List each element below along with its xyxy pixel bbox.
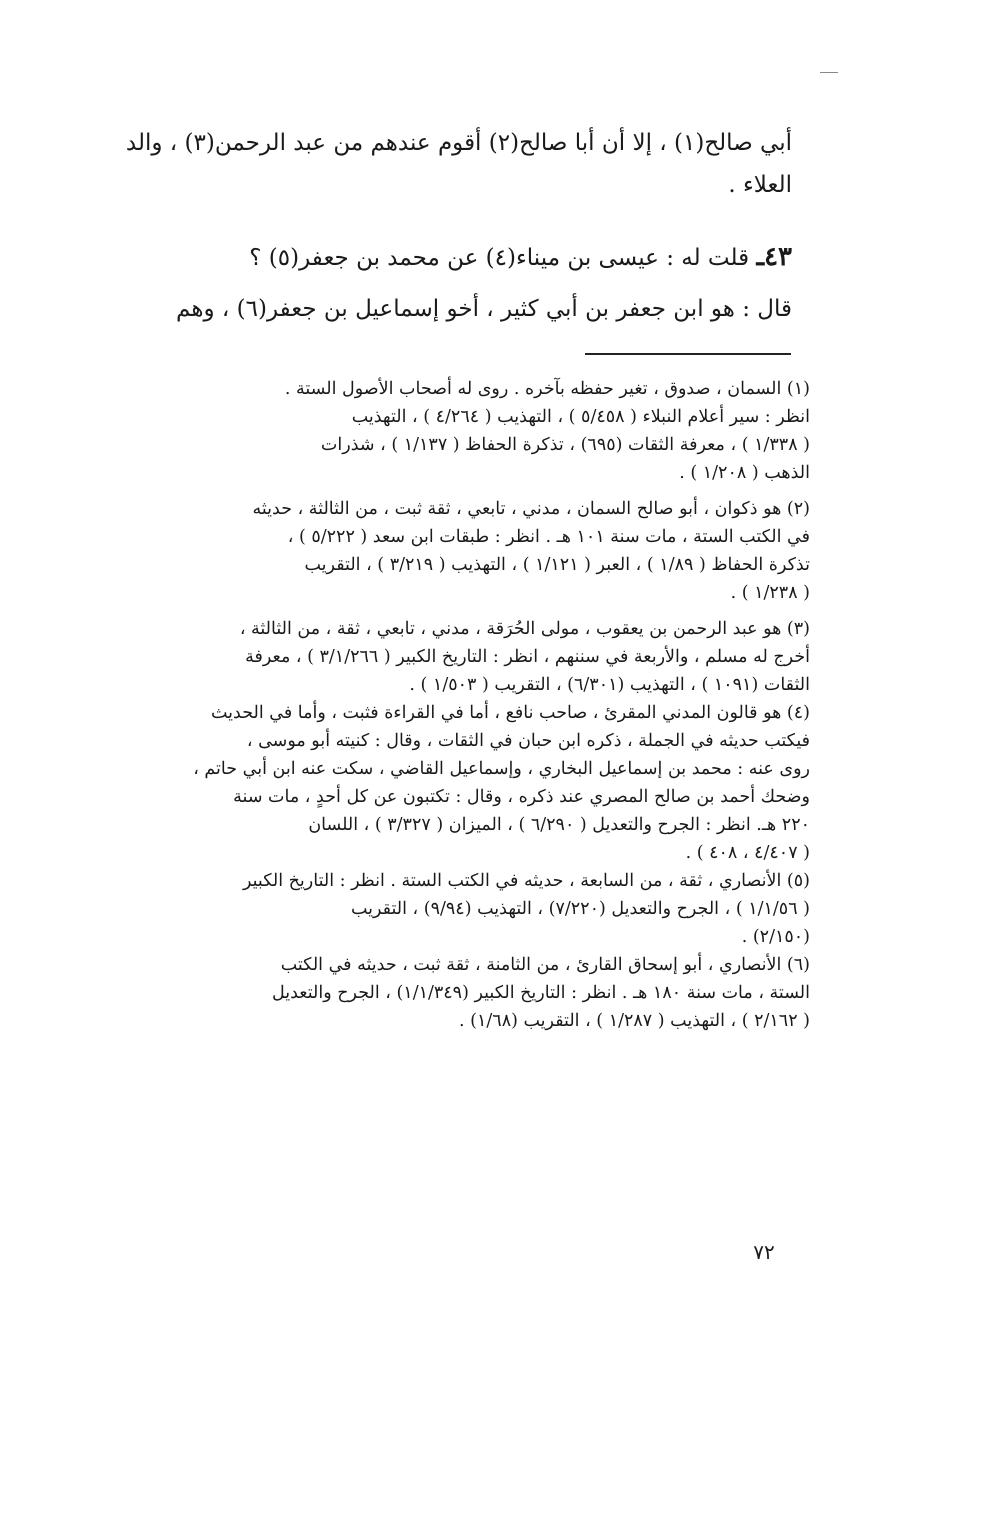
footnote-line: ( ١/١/٥٦ ) ، الجرح والتعديل (٧/٢٢٠) ، التهذيب (٩/٩٤) ، التقريب xyxy=(350,899,810,919)
footnote-line: (٣) هو عبد الرحمن بن يعقوب ، مولى الحُرَقة ، مدني ، تابعي ، ثقة ، من الثالثة ، xyxy=(239,619,810,639)
main-text xyxy=(120,122,792,330)
page-number: ٧٢ xyxy=(753,1240,775,1264)
footnote-line: ( ١/٢٣٨ ) . xyxy=(730,583,810,603)
footnote-line: (٥) الأنصاري ، ثقة ، من السابعة ، حديثه في الكتب الستة . انظر : التاريخ الكبير xyxy=(243,871,810,891)
footnote-line: (٤) هو قالون المدني المقرئ ، صاحب نافع ، أما في القراءة فثبت ، وأما في الحديث xyxy=(210,703,810,723)
footnote-2 xyxy=(120,495,810,607)
main-line: أبي صالح(١) ، إلا أن أبا صالح(٢) أقوم عندهم من عبد الرحمن(٣) ، والد xyxy=(125,130,792,156)
footnote-line: ( ٤/٤٠٧ ، ٤٠٨ ) . xyxy=(685,843,810,863)
footnote-4 xyxy=(120,699,810,867)
footnote-1 xyxy=(120,375,810,487)
footnote-line: (٢/١٥٠) . xyxy=(741,927,810,947)
footnote-line: ( ٢/١٦٢ ) ، التهذيب ( ١/٢٨٧ ) ، التقريب (١/٦٨) . xyxy=(459,1011,810,1031)
main-line: العلاء . xyxy=(728,172,792,198)
footnote-line: ( ١/٣٣٨ ) ، معرفة الثقات (٦٩٥) ، تذكرة الحفاظ ( ١/١٣٧ ) ، شذرات xyxy=(320,435,810,455)
footnote-line: فيكتب حديثه في الجملة ، ذكره ابن حبان في الثقات ، وقال : كنيته أبو موسى ، xyxy=(246,731,810,751)
footnote-line: انظر : سير أعلام النبلاء ( ٥/٤٥٨ ) ، التهذيب ( ٤/٢٦٤ ) ، التهذيب xyxy=(351,407,810,427)
footnote-5 xyxy=(120,867,810,951)
footnote-line: (٦) الأنصاري ، أبو إسحاق القارئ ، من الثامنة ، ثقة ثبت ، حديثه في الكتب xyxy=(280,955,810,975)
question-text: قلت له : عيسى بن ميناء(٤) عن محمد بن جعفر(٥) ؟ xyxy=(249,245,750,271)
footnote-line: الستة ، مات سنة ١٨٠ هـ . انظر : التاريخ الكبير (١/١/٣٤٩) ، الجرح والتعديل xyxy=(272,983,810,1003)
footnote-line: (١) السمان ، صدوق ، تغير حفظه بآخره . روى له أصحاب الأصول الستة . xyxy=(284,379,810,399)
footnote-separator xyxy=(585,353,791,355)
footnote-line: ٢٢٠ هـ. انظر : الجرح والتعديل ( ٦/٢٩٠ ) ، الميزان ( ٣/٣٢٧ ) ، اللسان xyxy=(308,815,810,835)
main-line: قال : هو ابن جعفر بن أبي كثير ، أخو إسماعيل بن جعفر(٦) ، وهم xyxy=(176,296,792,322)
footnote-line: تذكرة الحفاظ ( ١/٨٩ ) ، العبر ( ١/١٢١ ) ، التهذيب ( ٣/٢١٩ ) ، التقريب xyxy=(304,555,810,575)
footnote-line: (٢) هو ذكوان ، أبو صالح السمان ، مدني ، تابعي ، ثقة ثبت ، من الثالثة ، حديثه xyxy=(252,499,810,519)
top-margin-mark xyxy=(820,72,838,73)
footnote-line: روى عنه : محمد بن إسماعيل البخاري ، وإسماعيل القاضي ، سكت عنه ابن أبي حاتم ، xyxy=(193,759,810,779)
footnote-6 xyxy=(120,951,810,1035)
footnote-line: وضحك أحمد بن صالح المصري عند ذكره ، وقال : تكتبون عن كل أحدٍ ، مات سنة xyxy=(233,787,810,807)
footnote-line: الذهب ( ١/٢٠٨ ) . xyxy=(679,463,810,483)
footnotes xyxy=(120,375,810,1035)
footnote-line: في الكتب الستة ، مات سنة ١٠١ هـ . انظر : طبقات ابن سعد ( ٥/٢٢٢ ) ، xyxy=(287,527,810,547)
footnote-line: الثقات (١٠٩١ ) ، التهذيب (٦/٣٠١) ، التقريب ( ١/٥٠٣ ) . xyxy=(409,675,810,695)
footnote-line: أخرج له مسلم ، والأربعة في سننهم ، انظر : التاريخ الكبير ( ٣/١/٢٦٦ ) ، معرفة xyxy=(245,647,810,667)
item-number: ٤٣ـ xyxy=(756,242,792,272)
footnote-3 xyxy=(120,615,810,699)
main-line xyxy=(120,236,792,278)
